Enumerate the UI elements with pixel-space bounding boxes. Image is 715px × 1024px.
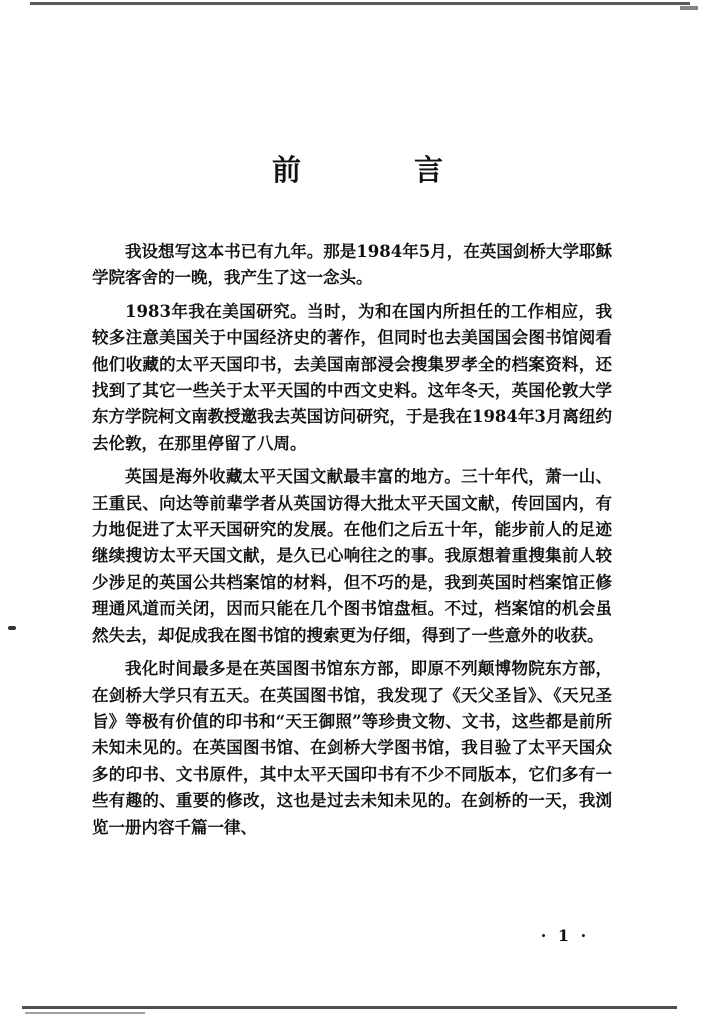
paragraph-3: 英国是海外收藏太平天国文献最丰富的地方。三十年代，萧一山、王重民、向达等前辈学者从英国访得大批太平天国文献，传回国内，有力地促进了太平天国研究的发展。在他们之后五十年，能步前人的足迹继续搜访太平天国文献，是久已心响往之的事。我原想着重搜集前人较少涉足的英国公共档案馆的材料，但不巧的是，我到英国时档案馆正修理通风道而关闭，因而只能在几个图书馆盘桓。不过，档案馆的机会虽然失去，却促成我在图书馆的搜索更为仔细，得到了一些意外的收获。 [92, 467, 612, 645]
top-scan-speck [680, 6, 698, 10]
page-number: · 1 · [540, 926, 590, 945]
bottom-scan-speck [25, 1012, 145, 1014]
top-scan-edge [30, 2, 690, 5]
body-text [92, 239, 612, 848]
paragraph-4: 我化时间最多是在英国图书馆东方部，即原不列颠博物院东方部，在剑桥大学只有五天。在英国图书馆，我发现了《天父圣旨》、《天兄圣旨》等极有价值的印书和“天王御照”等珍贵文物、文书，这些都是前所未知未见的。在英国图书馆、在剑桥大学图书馆，我目验了太平天国众多的印书、文书原件，其中太平天国印书有不少不同版本，它们多有一些有趣的、重要的修改，这也是过去未知未见的。在剑桥的一天，我浏览一册内容千篇一律、 [92, 659, 612, 837]
paragraph-2: 1983年我在美国研究。当时，为和在国内所担任的工作相应，我较多注意美国关于中国经济史的著作，但同时也去美国国会图书馆阅看他们收藏的太平天国印书，去美国南部浸会搜集罗孝全的档案资料，还找到了其它一些关于太平天国的中西文史料。这年冬天，英国伦敦大学东方学院柯文南教授邀我去英国访问研究，于是我在1984年3月离纽约去伦敦，在那里停留了八周。 [92, 301, 612, 453]
bottom-scan-edge [22, 1006, 677, 1009]
paragraph-1: 我设想写这本书已有九年。那是1984年5月，在英国剑桥大学耶稣学院客舍的一晚，我产生了这一念头。 [92, 242, 612, 288]
margin-speck [8, 626, 16, 630]
page-title: 前 言 [271, 153, 485, 187]
